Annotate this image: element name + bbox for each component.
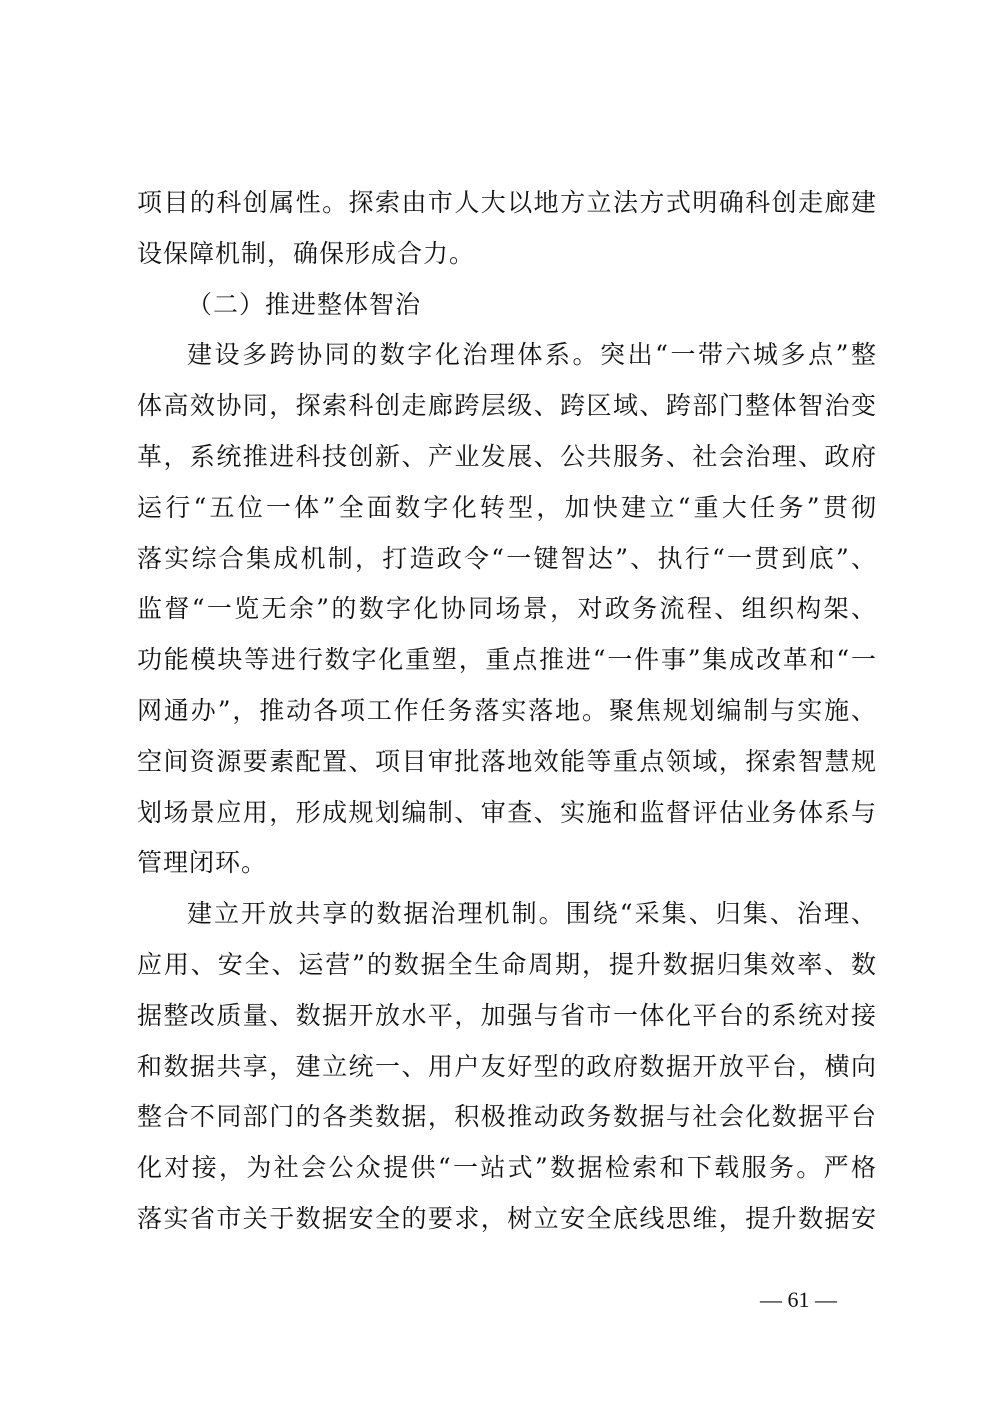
text-line: 监督“一览无余”的数字化协同场景，对政务流程、组织构架、 [137,594,877,624]
text-line: 管理闭环。 [137,848,268,878]
text-line: 设保障机制，确保形成合力。 [137,238,476,268]
text-line: 和数据共享，建立统一、用户友好型的政府数据开放平台，横向 [137,1051,877,1081]
text-line: 落实省市关于数据安全的要求，树立安全底线思维，提升数据安 [137,1203,877,1233]
text-line: 革，系统推进科技创新、产业发展、公共服务、社会治理、政府 [137,441,877,471]
text-line: 体高效协同，探索科创走廊跨层级、跨区域、跨部门整体智治变 [137,391,877,421]
text-line: 空间资源要素配置、项目审批落地效能等重点领域，探索智慧规 [137,746,877,776]
text-line: 建立开放共享的数据治理机制。围绕“采集、归集、治理、 [187,899,877,929]
text-line: 化对接，为社会公众提供“一站式”数据检索和下载服务。严格 [137,1153,877,1183]
text-line: 据整改质量、数据开放水平，加强与省市一体化平台的系统对接 [137,1000,877,1030]
page-number: — 61 — [760,1287,837,1312]
text-line: 功能模块等进行数字化重塑，重点推进“一件事”集成改革和“一 [137,645,877,675]
text-line: 项目的科创属性。探索由市人大以地方立法方式明确科创走廊建 [137,188,877,217]
section-heading: （二）推进整体智治 [187,289,422,319]
body-text [137,178,877,1245]
text-line: 落实综合集成机制，打造政令“一键智达”、执行“一贯到底”、 [137,543,877,573]
text-line: 网通办”，推动各项工作任务落实落地。聚焦规划编制与实施、 [137,695,877,725]
text-line: 应用、安全、运营”的数据全生命周期，提升数据归集效率、数 [137,949,877,979]
text-line: 运行“五位一体”全面数字化转型，加快建立“重大任务”贯彻 [137,492,877,522]
text-line: 建设多跨协同的数字化治理体系。突出“一带六城多点”整 [187,340,877,370]
text-line: 划场景应用，形成规划编制、审查、实施和监督评估业务体系与 [137,797,877,827]
text-line: 整合不同部门的各类数据，积极推动政务数据与社会化数据平台 [137,1102,877,1132]
